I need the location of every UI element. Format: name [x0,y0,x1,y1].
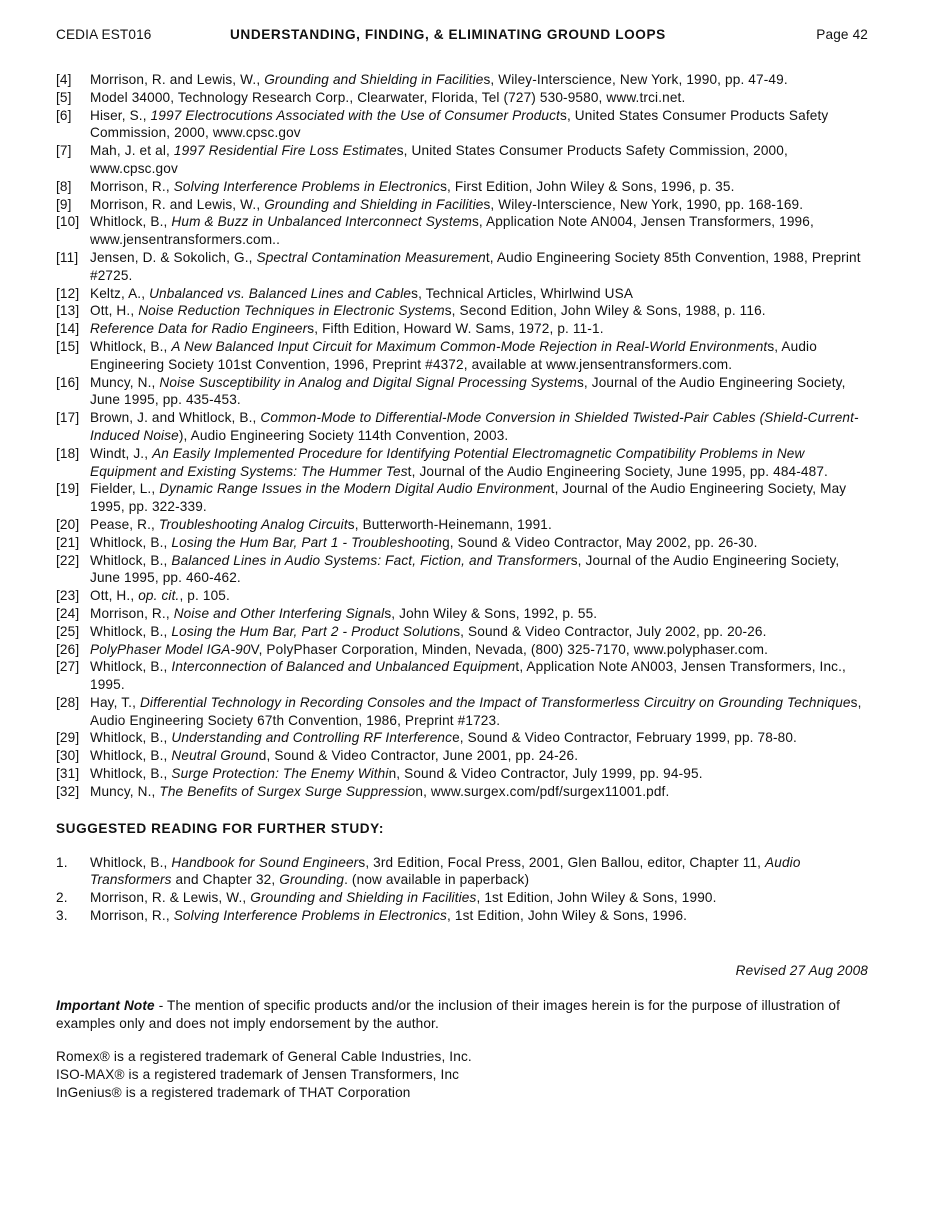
reference-item [56,729,868,747]
reference-item-text [90,552,868,588]
trademark-line: ISO-MAX® is a registered trademark of Jensen Transformers, Inc [56,1067,460,1083]
reference-item [56,623,868,641]
citation-text: Brown, J. and Whitlock, B., [90,410,261,426]
citation-text: ), Audio Engineering Society 114th Convention, 2003. [178,427,509,443]
reference-item-number: [30] [56,748,80,764]
citation-text: g, Sound & Video Contractor, May 2002, pp. 26-30. [442,534,758,550]
citation-title: Surge Protection: The Enemy Withi [171,766,389,782]
citation-text: s, 3rd Edition, Focal Press, 2001, Glen Ballou, editor, Chapter 11, [358,854,766,870]
citation-text: Whitlock, B., [90,338,172,354]
reference-item-text [90,71,868,89]
citation-text: t, Journal of the Audio Engineering Society, June 1995, pp. 484-487. [407,463,828,479]
citation-text: s, United States Consumer Products Safety Commission, 2000, www.cpsc.gov [90,143,788,176]
reference-item [56,285,868,303]
reference-item-text [90,213,868,249]
reference-item-text [90,196,868,214]
citation-text: s, Application Note AN004, Jensen Transformers, 1996, www.jensentransformers.com.. [90,214,814,248]
citation-text: s, First Edition, John Wiley & Sons, 1996, p. 35. [440,178,735,194]
citation-title: Interconnection of Balanced and Unbalanced Equipmen [171,659,516,675]
reference-item [56,71,868,89]
citation-title: A New Balanced Input Circuit for Maximum Common-Mode Rejection in Real-World Environment [171,338,768,354]
citation-title: 1997 Residential Fire Loss Estimate [173,143,397,159]
reference-item [56,142,868,178]
reference-item-text [90,783,868,801]
reference-item-number: [23] [56,588,80,604]
reference-item-text [90,729,868,747]
citation-title: Grounding and Shielding in Facilities [250,890,477,906]
citation-text: s, Audio Engineering Society 67th Convention, 1986, Preprint #1723. [90,694,862,728]
reference-item-text [90,320,868,338]
header-page-number: Page 42 [816,27,868,42]
reference-item-text [90,658,868,694]
citation-text: s, Technical Articles, Whirlwind USA [411,285,634,301]
citation-title: Reference Data for Radio Engineer [90,321,308,337]
reference-item [56,534,868,552]
citation-title: Unbalanced vs. Balanced Lines and Cable [149,285,412,301]
important-note [56,997,868,1033]
reference-item [56,694,868,730]
citation-text: and Chapter 32, [171,872,280,888]
citation-text: t, Application Note AN003, Jensen Transformers, Inc., 1995. [90,659,846,693]
reference-item [56,196,868,214]
citation-text: n, www.surgex.com/pdf/surgex11001.pdf. [415,783,670,799]
citation-text: Whitlock, B., [90,730,172,746]
citation-text: n, Sound & Video Contractor, July 1999, pp. 94-95. [388,766,703,782]
reference-item-number: [12] [56,285,80,301]
reference-item-number: [6] [56,107,72,123]
reference-item [56,765,868,783]
citation-text: s, Fifth Edition, Howard W. Sams, 1972, p. 11-1. [307,321,604,337]
reference-item-text [90,694,868,730]
reference-item-text [90,107,868,143]
suggested-reading-title: SUGGESTED READING FOR FURTHER STUDY: [56,820,384,836]
citation-text: Ott, H., [90,588,139,604]
revision-date: Revised 27 Aug 2008 [735,962,868,978]
reference-item-number: [18] [56,445,80,461]
reference-item [56,374,868,410]
citation-title: Handbook for Sound Engineer [171,854,359,870]
reference-item-number: [17] [56,410,80,426]
citation-title: The Benefits of Surgex Surge Suppressio [159,783,416,799]
reference-item-number: [27] [56,659,80,675]
header-title: UNDERSTANDING, FINDING, & ELIMINATING GROUND LOOPS [230,27,666,42]
citation-text: Ott, H., [90,303,139,319]
important-note-label: Important Note [56,997,155,1013]
reference-item-text [90,445,868,481]
reference-item [56,641,868,659]
reference-item [56,249,868,285]
citation-title: Grounding [279,872,345,888]
citation-text: Morrison, R. & Lewis, W., [90,890,251,906]
citation-title: An Easily Implemented Procedure for Identifying Potential Electromagnetic Compatibility Problems in New Equipment and Existing Systems: The Hummer Tes [90,445,805,479]
reference-item-text [90,623,868,641]
reference-item-text [90,641,868,659]
citation-title: Solving Interference Problems in Electronic [173,178,441,194]
citation-text: Fielder, L., [90,481,160,497]
reference-item-text [90,142,868,178]
citation-text: s, John Wiley & Sons, 1992, p. 55. [384,605,598,621]
citation-text: Morrison, R., [90,605,174,621]
suggested-item-text [90,854,868,890]
citation-text: , 1st Edition, John Wiley & Sons, 1990. [476,890,717,906]
citation-text: Keltz, A., [90,285,150,301]
citation-title: Solving Interference Problems in Electronics [173,908,447,924]
citation-text: e, Sound & Video Contractor, February 1999, pp. 78-80. [452,730,797,746]
citation-title: Neutral Groun [171,748,259,764]
citation-text: Whitlock, B., [90,623,172,639]
citation-text: d, Sound & Video Contractor, June 2001, pp. 24-26. [258,748,579,764]
suggested-item-text [90,889,868,907]
reference-item [56,605,868,623]
citation-text: s, United States Consumer Products Safety Commission, 2000, www.cpsc.gov [90,107,829,141]
reference-item-text [90,516,868,534]
reference-item-number: [4] [56,72,72,87]
reference-item-text [90,285,868,303]
citation-title: Losing the Hum Bar, Part 2 - Product Solution [171,623,454,639]
reference-item-number: [10] [56,214,80,230]
header-doc-id: CEDIA EST016 [56,27,152,42]
citation-text: , p. 105. [179,588,230,604]
reference-item [56,516,868,534]
suggested-item [56,889,868,907]
reference-item [56,320,868,338]
suggested-item [56,854,868,890]
citation-text: Windt, J., [90,445,153,461]
citation-title: Audio Transformers [90,854,801,888]
reference-item [56,658,868,694]
reference-item-number: [13] [56,303,80,319]
reference-item-text [90,302,868,320]
suggested-item-text [90,907,868,925]
citation-title: 1997 Electrocutions Associated with the Use of Consumer Product [150,107,560,123]
reference-item-number: [22] [56,552,80,568]
reference-item-text [90,249,868,285]
reference-item-number: [28] [56,694,80,710]
citation-text: Morrison, R., [90,178,174,194]
reference-item-text [90,605,868,623]
reference-item-text [90,765,868,783]
citation-title: PolyPhaser Model IGA-90 [90,641,251,657]
reference-item-text [90,587,868,605]
citation-title: Grounding and Shielding in Facilitie [264,196,484,212]
reference-item-number: [19] [56,481,80,497]
citation-title: Troubleshooting Analog Circuit [158,516,348,532]
important-note-text: - The mention of specific products and/or the inclusion of their images herein is for the purpose of illustration of examples only and does not imply endorsement by the author. [56,997,841,1031]
reference-item-text [90,409,868,445]
reference-item-number: [29] [56,730,80,746]
citation-title: Understanding and Controlling RF Interferenc [171,730,453,746]
citation-title: Hum & Buzz in Unbalanced Interconnect System [171,214,472,230]
reference-item-text [90,178,868,196]
citation-text: Morrison, R. and Lewis, W., [90,72,265,87]
citation-text: s, Wiley-Interscience, New York, 1990, pp. 47-49. [483,72,788,87]
reference-item [56,178,868,196]
citation-text: Muncy, N., [90,374,160,390]
citation-title: Common-Mode to Differential-Mode Conversion in Shielded Twisted-Pair Cables (Shield-Current-Induced Noise [90,410,859,443]
citation-title: Losing the Hum Bar, Part 1 - Troubleshootin [171,534,443,550]
citation-title: Noise and Other Interfering Signal [173,605,385,621]
citation-text: Hay, T., [90,694,140,710]
citation-text: Morrison, R. and Lewis, W., [90,196,265,212]
reference-item-number: [8] [56,178,72,194]
citation-text: Mah, J. et al, [90,143,174,159]
reference-item-text [90,89,868,107]
reference-item-number: [7] [56,143,72,159]
reference-item-number: [26] [56,641,80,657]
citation-text: Whitlock, B., [90,214,172,230]
reference-item-number: [9] [56,196,72,212]
reference-item [56,89,868,107]
citation-title: Differential Technology in Recording Consoles and the Impact of Transformerless Circuitry on Grounding Technique [139,694,851,710]
citation-title: Balanced Lines in Audio Systems: Fact, Fiction, and Transformer [171,552,571,568]
citation-text: s, Butterworth-Heinemann, 1991. [347,516,552,532]
citation-text: Morrison, R., [90,908,174,924]
reference-item-text [90,480,868,516]
citation-title: Noise Susceptibility in Analog and Digital Signal Processing System [159,374,577,390]
citation-text: Model 34000, Technology Research Corp., Clearwater, Florida, Tel (727) 530-9580, www.trci.net. [90,89,686,105]
page-header [56,27,868,47]
citation-text: s, Sound & Video Contractor, July 2002, pp. 20-26. [453,623,767,639]
citation-text: s, Wiley-Interscience, New York, 1990, pp. 168-169. [483,196,804,212]
citation-text: s, Journal of the Audio Engineering Society, June 1995, pp. 435-453. [90,374,846,408]
reference-item [56,587,868,605]
citation-text: Jensen, D. & Sokolich, G., [90,249,257,265]
citation-title: op. cit. [138,588,180,604]
suggested-item [56,907,868,925]
reference-item-number: [32] [56,783,80,799]
citation-text: V, PolyPhaser Corporation, Minden, Nevada, (800) 325-7170, www.polyphaser.com. [250,641,769,657]
reference-item-number: [11] [56,249,79,265]
reference-item-number: [15] [56,338,80,354]
reference-item [56,445,868,481]
trademark-list [56,1048,868,1101]
reference-item-number: [21] [56,534,80,550]
reference-list [56,71,868,801]
reference-item-text [90,338,868,374]
citation-text: s, Audio Engineering Society 101st Convention, 1996, Preprint #4372, available at www.jensentransformers.com. [90,338,817,372]
suggested-reading-list [56,854,868,925]
citation-title: Noise Reduction Techniques in Electronic System [138,303,445,319]
reference-item-number: [20] [56,516,80,532]
reference-item [56,552,868,588]
citation-text: t, Journal of the Audio Engineering Society, May 1995, pp. 322-339. [90,481,847,515]
reference-item [56,747,868,765]
reference-item [56,302,868,320]
citation-text: . (now available in paperback) [344,872,530,888]
citation-title: Dynamic Range Issues in the Modern Digital Audio Environmen [159,481,551,497]
reference-item [56,213,868,249]
reference-item [56,338,868,374]
citation-text: t, Audio Engineering Society 85th Convention, 1988, Preprint #2725. [90,249,861,283]
reference-item [56,480,868,516]
citation-text: Whitlock, B., [90,854,172,870]
citation-text: Pease, R., [90,516,159,532]
citation-title: Spectral Contamination Measuremen [256,249,486,265]
citation-text: s, Second Edition, John Wiley & Sons, 1988, p. 116. [444,303,766,319]
reference-item-number: [14] [56,321,80,337]
reference-item [56,783,868,801]
citation-text: Whitlock, B., [90,748,172,764]
reference-item [56,107,868,143]
reference-item-number: [16] [56,374,80,390]
trademark-line: Romex® is a registered trademark of General Cable Industries, Inc. [56,1049,472,1065]
suggested-item-number: 3. [56,908,68,924]
reference-item-text [90,747,868,765]
reference-item-number: [25] [56,623,80,639]
citation-text: s, Journal of the Audio Engineering Society, June 1995, pp. 460-462. [90,552,840,586]
citation-text: Whitlock, B., [90,766,172,782]
reference-item-number: [5] [56,89,72,105]
reference-item-text [90,374,868,410]
citation-text: Muncy, N., [90,783,160,799]
document-page [56,27,868,1102]
citation-text: Whitlock, B., [90,659,172,675]
trademark-line: InGenius® is a registered trademark of THAT Corporation [56,1085,411,1101]
citation-text: Hiser, S., [90,107,151,123]
reference-item-text [90,534,868,552]
suggested-item-number: 2. [56,890,68,906]
suggested-item-number: 1. [56,854,68,870]
citation-text: Whitlock, B., [90,552,172,568]
citation-text: , 1st Edition, John Wiley & Sons, 1996. [447,908,688,924]
reference-item [56,409,868,445]
reference-item-number: [24] [56,605,80,621]
citation-title: Grounding and Shielding in Facilitie [264,72,484,87]
citation-text: Whitlock, B., [90,534,172,550]
reference-item-number: [31] [56,766,80,782]
